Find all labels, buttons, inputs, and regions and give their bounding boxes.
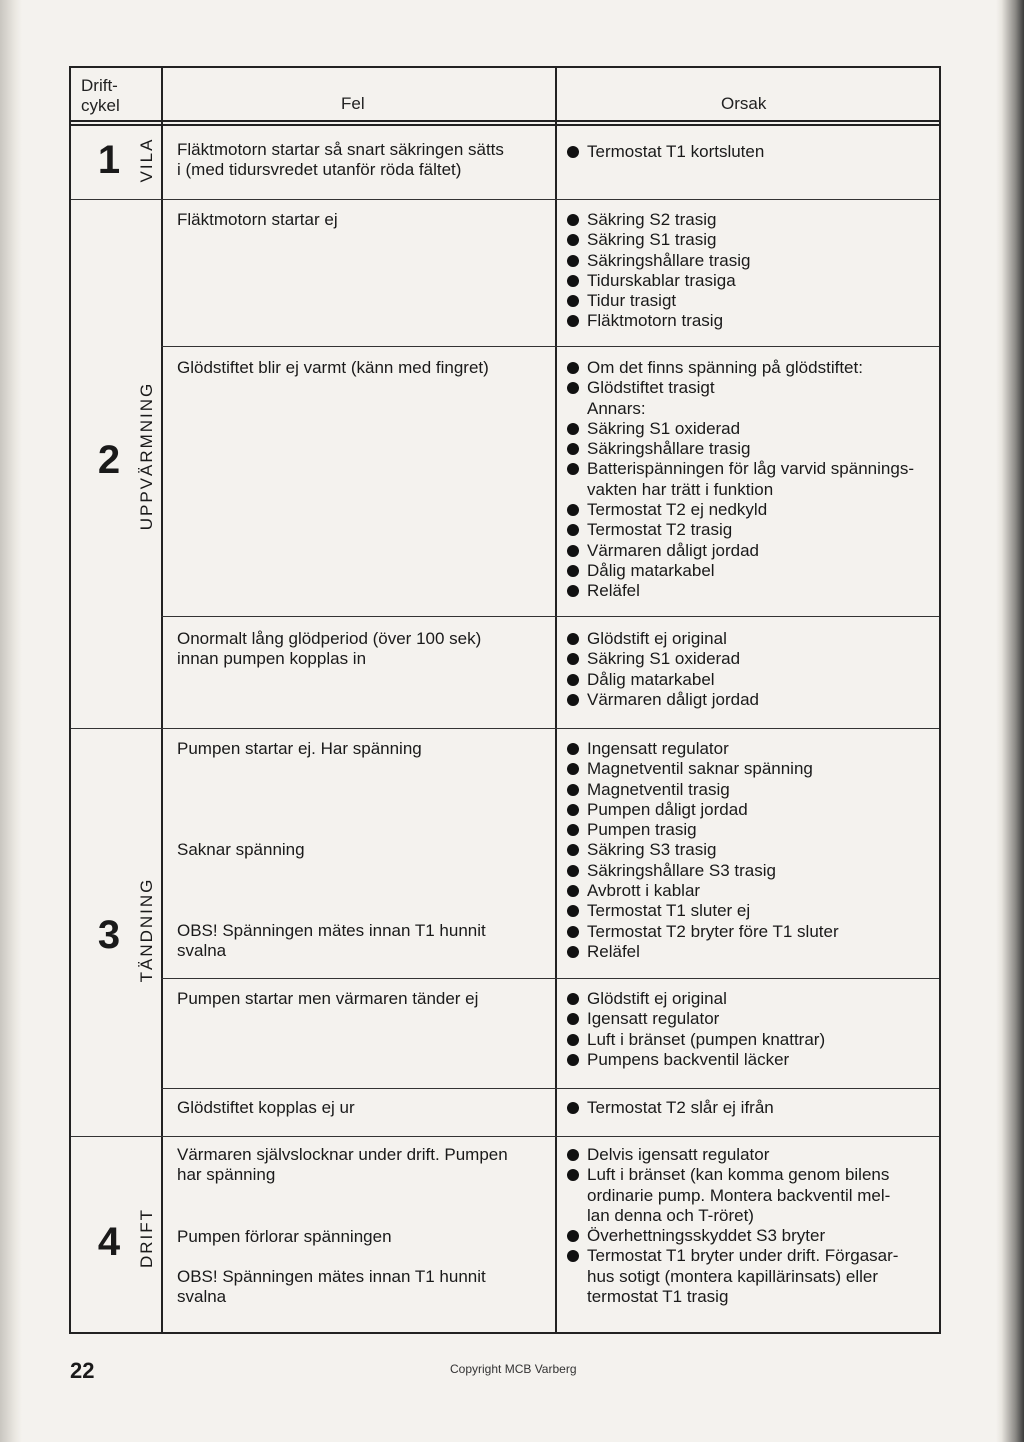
orsak-item: Reläfel bbox=[567, 942, 947, 962]
orsak-item: Säkring S2 trasig bbox=[567, 210, 947, 230]
orsak-item: Avbrott i kablar bbox=[567, 881, 947, 901]
row-divider-2 bbox=[161, 616, 939, 617]
fel-row-2: Glödstiftet blir ej varmt (känn med fingret) bbox=[177, 358, 489, 377]
orsak-item: Säkringshållare trasig bbox=[567, 251, 947, 271]
orsak-item: Säkring S1 trasig bbox=[567, 230, 947, 250]
cycle-label-3: TÄNDNING bbox=[137, 877, 156, 983]
orsak-item: Delvis igensatt regulator bbox=[567, 1145, 947, 1165]
orsak-item: Termostat T2 trasig bbox=[567, 520, 947, 540]
header-cycle: Drift- cykel bbox=[81, 76, 120, 115]
orsak-item: Säkring S1 oxiderad bbox=[567, 419, 947, 439]
orsak-item: Säkringshållare S3 trasig bbox=[567, 861, 947, 881]
cycle-number-2: 2 bbox=[97, 438, 121, 482]
orsak-item: Värmaren dåligt jordad bbox=[567, 541, 947, 561]
fel-row-7a: Värmaren självslocknar under drift. Pumpen har spänning bbox=[177, 1145, 508, 1185]
orsak-item: Termostat T2 bryter före T1 sluter bbox=[567, 922, 947, 942]
orsak-item: Reläfel bbox=[567, 581, 947, 601]
orsak-item: Ingensatt regulator bbox=[567, 739, 947, 759]
header-orsak: Orsak bbox=[721, 94, 767, 113]
cycle-label-2: UPPVÄRMNING bbox=[137, 381, 156, 531]
orsak-item: Termostat T1 sluter ej bbox=[567, 901, 947, 921]
orsak-item: Glödstift ej original bbox=[567, 989, 947, 1009]
orsak-item: Pumpens backventil läcker bbox=[567, 1050, 947, 1070]
orsak-item: Termostat T2 slår ej ifrån bbox=[567, 1098, 947, 1118]
orsak-item: Pumpen dåligt jordad bbox=[567, 800, 947, 820]
orsak-item: Pumpen trasig bbox=[567, 820, 947, 840]
orsak-item: termostat T1 trasig bbox=[587, 1287, 729, 1307]
orsak-item: Termostat T2 ej nedkyld bbox=[567, 500, 947, 520]
orsak-item: Överhettningsskyddet S3 bryter bbox=[567, 1226, 947, 1246]
orsak-item: hus sotigt (montera kapillärinsats) eller bbox=[587, 1266, 879, 1286]
header-divider bbox=[71, 120, 939, 122]
divider-fel-orsak bbox=[555, 68, 557, 1332]
orsak-list-6 bbox=[567, 1098, 947, 1118]
fel-row-7b: Pumpen förlorar spänningen bbox=[177, 1227, 392, 1246]
orsak-item: Fläktmotorn trasig bbox=[567, 311, 947, 331]
orsak-item: Dålig matarkabel bbox=[567, 670, 947, 690]
orsak-item: Glödstift ej original bbox=[567, 629, 947, 649]
header-fel: Fel bbox=[341, 94, 365, 113]
orsak-item: Termostat T1 kortsluten bbox=[567, 142, 947, 162]
cycle-label-1: VILA bbox=[137, 137, 156, 183]
page-number: 22 bbox=[70, 1358, 95, 1383]
orsak-list-5 bbox=[567, 989, 947, 1070]
fel-row-4c: OBS! Spänningen mätes innan T1 hunnit svalna bbox=[177, 921, 486, 961]
orsak-item: Igensatt regulator bbox=[567, 1009, 947, 1029]
fel-row-3: Onormalt lång glödperiod (över 100 sek) innan pumpen kopplas in bbox=[177, 629, 482, 669]
cycle-number-1: 1 bbox=[97, 138, 121, 182]
orsak-item: Dålig matarkabel bbox=[567, 561, 947, 581]
page-binding-edge bbox=[0, 0, 22, 1442]
fel-row-0: Fläktmotorn startar så snart säkringen sätts i (med tidursvredet utanför röda fältet) bbox=[177, 140, 504, 180]
row-divider-4 bbox=[161, 1088, 939, 1089]
orsak-item: Glödstiftet trasigt bbox=[567, 378, 947, 398]
orsak-item: Säkring S3 trasig bbox=[567, 840, 947, 860]
orsak-item: lan denna och T-röret) bbox=[587, 1205, 754, 1225]
row-divider-1 bbox=[161, 346, 939, 347]
fel-row-5: Pumpen startar men värmaren tänder ej bbox=[177, 989, 479, 1008]
orsak-item: Magnetventil trasig bbox=[567, 780, 947, 800]
orsak-item: Om det finns spänning på glödstiftet: bbox=[567, 358, 947, 378]
fel-row-4b: Saknar spänning bbox=[177, 840, 305, 859]
orsak-item: Termostat T1 bryter under drift. Förgasar- bbox=[567, 1246, 947, 1266]
cycle-number-3: 3 bbox=[97, 913, 121, 957]
orsak-list-3 bbox=[567, 629, 947, 710]
cycle-number-4: 4 bbox=[97, 1220, 121, 1264]
orsak-list-1 bbox=[567, 210, 947, 332]
orsak-item: Tidurskablar trasiga bbox=[567, 271, 947, 291]
orsak-item: Säkring S1 oxiderad bbox=[567, 649, 947, 669]
row-divider-3 bbox=[161, 978, 939, 979]
troubleshooting-table bbox=[69, 66, 941, 1334]
cycle-label-4: DRIFT bbox=[137, 1207, 156, 1269]
divider-cycle-fel bbox=[161, 68, 163, 1332]
orsak-item: Batterispänningen för låg varvid spännings- bbox=[567, 459, 947, 479]
orsak-item: vakten har trätt i funktion bbox=[587, 479, 774, 499]
orsak-item: Annars: bbox=[587, 398, 646, 418]
orsak-item: Värmaren dåligt jordad bbox=[567, 690, 947, 710]
orsak-item: ordinarie pump. Montera backventil mel- bbox=[587, 1185, 891, 1205]
fel-row-4a: Pumpen startar ej. Har spänning bbox=[177, 739, 422, 758]
fel-row-7c: OBS! Spänningen mätes innan T1 hunnit svalna bbox=[177, 1267, 486, 1307]
orsak-list-4 bbox=[567, 739, 947, 962]
orsak-item: Luft i bränset (kan komma genom bilens bbox=[567, 1165, 947, 1185]
cycle-divider-3 bbox=[71, 1136, 939, 1137]
header-divider-2 bbox=[71, 124, 939, 126]
orsak-list-7 bbox=[567, 1145, 947, 1307]
orsak-item: Säkringshållare trasig bbox=[567, 439, 947, 459]
cycle-divider-1 bbox=[71, 199, 939, 200]
fel-row-6: Glödstiftet kopplas ej ur bbox=[177, 1098, 355, 1117]
orsak-item: Magnetventil saknar spänning bbox=[567, 759, 947, 779]
orsak-list-2 bbox=[567, 358, 947, 602]
fel-row-1: Fläktmotorn startar ej bbox=[177, 210, 338, 229]
orsak-item: Luft i bränset (pumpen knattrar) bbox=[567, 1030, 947, 1050]
orsak-item: Tidur trasigt bbox=[567, 291, 947, 311]
orsak-list-0 bbox=[567, 142, 947, 162]
cycle-divider-2 bbox=[71, 728, 939, 729]
page-right-shadow bbox=[996, 0, 1024, 1442]
copyright-notice: Copyright MCB Varberg bbox=[450, 1362, 577, 1376]
